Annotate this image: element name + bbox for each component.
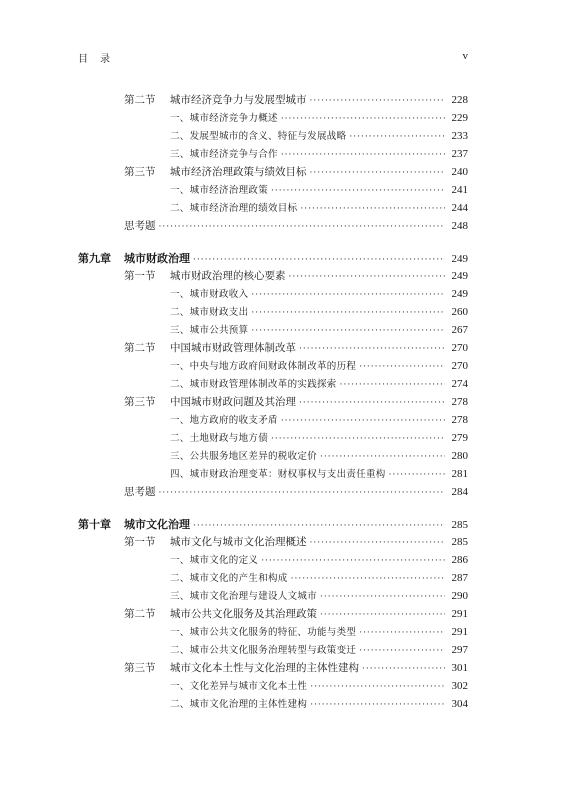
- toc-entry-label: [170, 678, 307, 692]
- toc-entry-label: [170, 570, 288, 584]
- toc-page-number: 304: [451, 698, 468, 710]
- toc-entry-label: [124, 92, 307, 107]
- toc-entry-label: [170, 200, 297, 214]
- toc-entry-title: 城市文化本土性与文化治理的主体性建构: [170, 662, 359, 674]
- dot-leader: [159, 222, 446, 232]
- dot-leader: [310, 96, 446, 106]
- toc-entry-label: [170, 110, 278, 124]
- toc-entry-label: [170, 696, 307, 710]
- toc-page-number: 287: [451, 572, 468, 584]
- toc-entry-label: [170, 358, 356, 372]
- toc-entry-title: 城市文化与城市文化治理概述: [170, 536, 307, 548]
- toc-entry-title: 三、公共服务地区差异的税收定价: [170, 451, 318, 462]
- section-number: 第二节: [124, 94, 156, 106]
- toc-entry-title: 三、城市经济竞争与合作: [170, 149, 278, 160]
- dot-leader: [291, 574, 445, 584]
- toc-entry-label: [124, 218, 156, 233]
- toc-entry-sub[interactable]: [170, 146, 468, 164]
- running-header: [78, 50, 468, 66]
- section-number: 第二节: [124, 608, 156, 620]
- toc-entry-title: 一、中央与地方政府间财政体制改革的历程: [170, 361, 357, 372]
- toc-entry-sub[interactable]: [170, 128, 468, 146]
- dot-leader: [320, 610, 445, 620]
- toc-page-number: 297: [451, 644, 468, 656]
- dot-leader: [251, 326, 445, 336]
- toc-entry-title: 二、土地财政与地方债: [170, 433, 269, 444]
- toc-entry-label: [78, 250, 190, 266]
- toc-entry-sub[interactable]: [170, 448, 468, 466]
- toc-entry-title: 城市财政治理的核心要素: [170, 270, 286, 282]
- toc-entry-title: 中国城市财政问题及其治理: [170, 396, 296, 408]
- toc-entry-title: 一、城市经济竞争力概述: [170, 113, 278, 124]
- toc-entry-label: [170, 322, 248, 336]
- toc-entry-sec[interactable]: [124, 660, 468, 678]
- dot-leader: [340, 380, 445, 390]
- toc-entry-title: 二、城市公共文化服务治理转型与政策变迁: [170, 645, 357, 656]
- toc-entry-title: 城市公共文化服务及其治理政策: [170, 608, 317, 620]
- toc-page-number: 244: [451, 202, 468, 214]
- toc-page-number: 249: [451, 270, 468, 282]
- dot-leader: [359, 628, 445, 638]
- toc-entry-label: [124, 268, 286, 283]
- toc-page-number: 285: [451, 519, 468, 531]
- toc-page-number: 278: [451, 414, 468, 426]
- toc-entry-sub[interactable]: [170, 182, 468, 200]
- chapter-number: 第九章: [78, 252, 111, 265]
- toc-entry-title: 一、地方政府的收支矛盾: [170, 415, 278, 426]
- toc-entry-title: 一、文化差异与城市文化本土性: [170, 681, 308, 692]
- toc-entry-label: [124, 394, 296, 409]
- dot-leader: [289, 272, 446, 282]
- toc-entry-sub[interactable]: [170, 624, 468, 642]
- dot-leader: [359, 362, 445, 372]
- toc-entry-label: [170, 128, 346, 142]
- toc-entry-title: 二、城市文化的产生和构成: [170, 573, 288, 584]
- toc-entry-label: [124, 660, 359, 675]
- toc-page-number: 279: [451, 432, 468, 444]
- toc-entry-sub[interactable]: [170, 412, 468, 430]
- section-number: 第三节: [124, 396, 156, 408]
- chapter-number: 第十章: [78, 518, 111, 531]
- toc-page-number: 233: [451, 130, 468, 142]
- dot-leader: [310, 538, 446, 548]
- toc-entry-label: [170, 466, 386, 480]
- toc-page-number: 280: [451, 450, 468, 462]
- toc-entry-chap[interactable]: [78, 250, 468, 268]
- toc-entry-sec[interactable]: [124, 268, 468, 286]
- toc-page-number: 249: [451, 288, 468, 300]
- toc-page-number: 237: [451, 148, 468, 160]
- dot-leader: [362, 664, 445, 674]
- toc-page-number: 229: [451, 112, 468, 124]
- toc-entry-label: [170, 448, 317, 462]
- toc-page-number: 274: [451, 378, 468, 390]
- section-number: 第一节: [124, 270, 156, 282]
- toc-page-number: 281: [451, 468, 468, 480]
- toc-entry-title: 城市经济治理政策与绩效目标: [170, 166, 307, 178]
- section-number: 第二节: [124, 342, 156, 354]
- toc-entry-title: 二、城市经济治理的绩效目标: [170, 203, 298, 214]
- toc-entry-sub[interactable]: [170, 430, 468, 448]
- toc-entry-title: 三、城市公共预算: [170, 325, 249, 336]
- toc-entry-think[interactable]: [124, 218, 468, 236]
- section-number: 第一节: [124, 536, 156, 548]
- toc-page-number: 285: [451, 536, 468, 548]
- dot-leader: [300, 204, 445, 214]
- dot-leader: [320, 592, 445, 602]
- toc-entry-sub[interactable]: [170, 358, 468, 376]
- header-title: 目录: [78, 54, 122, 65]
- toc-entry-sub[interactable]: [170, 466, 468, 484]
- toc-page-number: 290: [451, 590, 468, 602]
- toc-entry-sub[interactable]: [170, 110, 468, 128]
- toc-entry-sec[interactable]: [124, 164, 468, 182]
- toc-entry-sub[interactable]: [170, 200, 468, 218]
- toc-page-number: 286: [451, 554, 468, 566]
- toc-entry-label: [170, 182, 268, 196]
- toc-page-number: 249: [451, 253, 468, 265]
- dot-leader: [159, 488, 446, 498]
- dot-leader: [320, 452, 445, 462]
- toc-entry-sub[interactable]: [170, 570, 468, 588]
- toc-page-number: 302: [451, 680, 468, 692]
- toc-entry-title: 三、城市文化治理与建设人文城市: [170, 591, 318, 602]
- toc-entry-label: [170, 624, 356, 638]
- toc-entry-sec[interactable]: [124, 394, 468, 412]
- toc-entry-title: 一、城市公共文化服务的特征、功能与类型: [170, 627, 357, 638]
- toc-entry-title: 城市文化治理: [124, 518, 190, 531]
- header-page-number: v: [462, 50, 468, 62]
- toc-page-number: 240: [451, 166, 468, 178]
- toc-entry-sub[interactable]: [170, 304, 468, 322]
- dot-leader: [193, 521, 445, 531]
- dot-leader: [389, 470, 445, 480]
- toc-entry-label: [124, 606, 317, 621]
- toc-entry-sec[interactable]: [124, 606, 468, 624]
- toc-entry-label: [124, 164, 307, 179]
- toc-entry-title: 二、发展型城市的含义、特征与发展战略: [170, 131, 347, 142]
- dot-leader: [261, 556, 445, 566]
- toc-entry-label: [170, 286, 248, 300]
- toc-entry-sub[interactable]: [170, 588, 468, 606]
- toc-entry-sub[interactable]: [170, 642, 468, 660]
- toc-entry-title: 思考题: [124, 220, 156, 232]
- toc-entry-label: [170, 146, 278, 160]
- dot-leader: [271, 186, 445, 196]
- toc-entry-title: 城市经济竞争力与发展型城市: [170, 94, 307, 106]
- toc-entry-label: [170, 304, 248, 318]
- dot-leader: [281, 416, 445, 426]
- toc-entry-title: 二、城市财政管理体制改革的实践探索: [170, 379, 337, 390]
- dot-leader: [251, 290, 445, 300]
- toc-entry-label: [170, 376, 337, 390]
- toc-entry-label: [170, 642, 356, 656]
- toc-entry-chap[interactable]: [78, 516, 468, 534]
- toc-entry-sub[interactable]: [170, 286, 468, 304]
- toc-entry-title: 思考题: [124, 486, 156, 498]
- toc-entry-title: 城市财政治理: [124, 252, 190, 265]
- toc-page-number: 270: [451, 360, 468, 372]
- toc-page-number: 291: [451, 608, 468, 620]
- toc-entry-title: 中国城市财政管理体制改革: [170, 342, 296, 354]
- toc-page-number: 248: [451, 220, 468, 232]
- toc-entry-sub[interactable]: [170, 696, 468, 714]
- toc-entry-sub[interactable]: [170, 552, 468, 570]
- toc-entry-title: 四、城市财政治理变革：财权事权与支出责任重构: [170, 469, 386, 480]
- dot-leader: [310, 700, 445, 710]
- toc-page-number: 301: [451, 662, 468, 674]
- toc-entry-label: [124, 534, 307, 549]
- toc-page-number: 228: [451, 94, 468, 106]
- dot-leader: [281, 114, 445, 124]
- toc-entry-sec[interactable]: [124, 534, 468, 552]
- dot-leader: [310, 682, 445, 692]
- toc-entry-label: [78, 516, 190, 532]
- section-number: 第三节: [124, 166, 156, 178]
- toc-page-number: 291: [451, 626, 468, 638]
- toc-entry-sec[interactable]: [124, 92, 468, 110]
- toc-page-number: 267: [451, 324, 468, 336]
- dot-leader: [349, 132, 445, 142]
- toc-page-number: 260: [451, 306, 468, 318]
- toc-page-number: 278: [451, 396, 468, 408]
- dot-leader: [251, 308, 445, 318]
- dot-leader: [271, 434, 445, 444]
- toc-entry-title: 二、城市财政支出: [170, 307, 249, 318]
- dot-leader: [310, 168, 446, 178]
- toc-entry-title: 一、城市经济治理政策: [170, 185, 269, 196]
- toc-entry-title: 一、城市文化的定义: [170, 555, 259, 566]
- toc-entry-label: [170, 588, 317, 602]
- toc-entry-think[interactable]: [124, 484, 468, 502]
- dot-leader: [299, 398, 445, 408]
- dot-leader: [281, 150, 445, 160]
- dot-leader: [193, 255, 445, 265]
- toc-page-number: 284: [451, 486, 468, 498]
- toc-entry-sub[interactable]: [170, 322, 468, 340]
- toc-entry-title: 一、城市财政收入: [170, 289, 249, 300]
- toc-entry-label: [124, 340, 296, 355]
- section-number: 第三节: [124, 662, 156, 674]
- toc-entry-title: 二、城市文化治理的主体性建构: [170, 699, 308, 710]
- toc-entry-label: [124, 484, 156, 499]
- dot-leader: [359, 646, 445, 656]
- toc-entry-sub[interactable]: [170, 376, 468, 394]
- toc-entry-label: [170, 552, 258, 566]
- dot-leader: [299, 344, 445, 354]
- toc-entry-sec[interactable]: [124, 340, 468, 358]
- toc-entry-sub[interactable]: [170, 678, 468, 696]
- toc-entry-label: [170, 412, 278, 426]
- toc-page-number: 270: [451, 342, 468, 354]
- toc-entry-label: [170, 430, 268, 444]
- toc-page-number: 241: [451, 184, 468, 196]
